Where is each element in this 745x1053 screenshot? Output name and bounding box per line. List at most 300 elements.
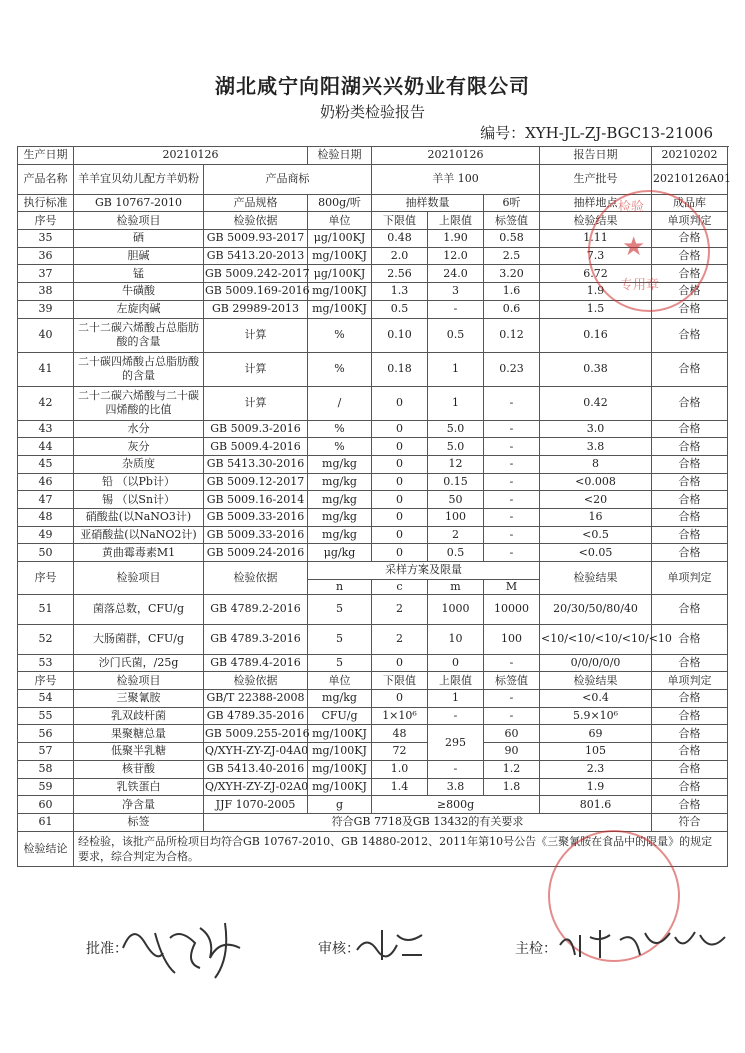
verdict-cell: 合格 — [652, 594, 728, 624]
table-cell: 0 — [372, 473, 428, 491]
table-cell: 硒 — [74, 230, 204, 248]
verdict-cell: 合格 — [652, 247, 728, 265]
verdict-cell: 合格 — [652, 318, 728, 352]
column-header: 下限值 — [372, 212, 428, 230]
verdict-cell: 合格 — [652, 455, 728, 473]
approve-label: 批准： — [86, 941, 128, 957]
batch-value: 20210126A01 — [652, 164, 728, 194]
table-cell: 39 — [18, 300, 74, 318]
table-cell: 左旋肉碱 — [74, 300, 204, 318]
table-cell: 10 — [428, 624, 484, 654]
report-date-value: 20210202 — [652, 147, 728, 165]
table-cell: 核苷酸 — [74, 760, 204, 778]
table-cell: 801.6 — [540, 796, 652, 814]
table-cell: 二十二碳六烯酸占总脂肪酸的含量 — [74, 318, 204, 352]
column-header: 单位 — [308, 212, 372, 230]
table-cell: 24.0 — [428, 265, 484, 283]
column-header: 序号 — [18, 562, 74, 595]
approver-signature — [115, 908, 265, 988]
column-header: 单项判定 — [652, 672, 728, 690]
verdict-cell: 合格 — [652, 624, 728, 654]
column-header: 检验项目 — [74, 562, 204, 595]
column-header: 检验结果 — [540, 212, 652, 230]
micro-header-row — [18, 562, 728, 580]
table-cell: 二十碳四烯酸占总脂肪酸的含量 — [74, 352, 204, 386]
verdict-cell: 合格 — [652, 420, 728, 438]
table-cell: mg/100KJ — [308, 247, 372, 265]
verdict-cell: 合格 — [652, 654, 728, 672]
column-header: 检验项目 — [74, 212, 204, 230]
verdict-cell: 合格 — [652, 690, 728, 708]
table-row — [18, 743, 728, 761]
table-row — [18, 778, 728, 796]
table-cell: GB 5009.33-2016 — [204, 526, 308, 544]
inspection-seal — [588, 190, 710, 312]
table-row — [18, 707, 728, 725]
table-cell: 锰 — [74, 265, 204, 283]
table-cell: g — [308, 796, 372, 814]
table-row — [18, 508, 728, 526]
verdict-cell: 合格 — [652, 283, 728, 301]
table-cell: GB 5413.40-2016 — [204, 760, 308, 778]
table-cell: mg/kg — [308, 491, 372, 509]
column-header: m — [428, 579, 484, 594]
table-cell: - — [428, 760, 484, 778]
column-header: 下限值 — [372, 672, 428, 690]
table-row — [18, 760, 728, 778]
table-cell: 46 — [18, 473, 74, 491]
table-row — [18, 796, 728, 814]
table-cell: 0 — [372, 491, 428, 509]
table-cell: GB 5009.169-2016 — [204, 283, 308, 301]
column-header: 检验依据 — [204, 672, 308, 690]
table-cell: 2 — [372, 624, 428, 654]
verdict-cell: 合格 — [652, 300, 728, 318]
review-label: 审核： — [318, 941, 360, 957]
verdict-cell: 符合 — [652, 813, 728, 831]
table-cell: 58 — [18, 760, 74, 778]
table-cell: 100 — [484, 624, 540, 654]
table-row — [18, 420, 728, 438]
table-cell: 38 — [18, 283, 74, 301]
table-cell: GB 4789.4-2016 — [204, 654, 308, 672]
table-cell: 0 — [372, 544, 428, 562]
table-cell: 低聚半乳糖 — [74, 743, 204, 761]
table-cell: - — [484, 455, 540, 473]
table-cell: GB 4789.35-2016 — [204, 707, 308, 725]
sample-place-label: 抽样地点 — [540, 194, 652, 212]
standard-label: 执行标准 — [18, 194, 74, 212]
column-header: 单项判定 — [652, 212, 728, 230]
table-cell: 0.23 — [484, 352, 540, 386]
table-cell: 0.5 — [372, 300, 428, 318]
table-cell: CFU/g — [308, 707, 372, 725]
table-cell: % — [308, 438, 372, 456]
verdict-cell: 合格 — [652, 743, 728, 761]
table-cell: 90 — [484, 743, 540, 761]
verdict-cell: 合格 — [652, 760, 728, 778]
column-header: 序号 — [18, 672, 74, 690]
table-cell: 5 — [308, 654, 372, 672]
table-cell: 0 — [428, 654, 484, 672]
table-cell: 100 — [428, 508, 484, 526]
table-cell: 3 — [428, 283, 484, 301]
column-header: M — [484, 579, 540, 594]
table-cell: GB 5009.242-2017 — [204, 265, 308, 283]
sample-qty-value: 6听 — [484, 194, 540, 212]
table-cell: 52 — [18, 624, 74, 654]
company-name: 湖北咸宁向阳湖兴兴奶业有限公司 — [215, 74, 530, 98]
verdict-cell: 合格 — [652, 352, 728, 386]
table-cell: 41 — [18, 352, 74, 386]
column-header: 上限值 — [428, 672, 484, 690]
table-cell: GB 5009.12-2017 — [204, 473, 308, 491]
inspection-date-label: 检验日期 — [308, 147, 372, 165]
table-cell: 黄曲霉毒素M1 — [74, 544, 204, 562]
table-cell: 果聚糖总量 — [74, 725, 204, 743]
column-header: 标签值 — [484, 672, 540, 690]
table-cell: 1.2 — [484, 760, 540, 778]
table-cell: 6.72 — [540, 265, 652, 283]
table-cell: 3.20 — [484, 265, 540, 283]
verdict-cell: 合格 — [652, 230, 728, 248]
table-cell: mg/kg — [308, 690, 372, 708]
table-cell: 57 — [18, 743, 74, 761]
table-cell: mg/100KJ — [308, 725, 372, 743]
table-cell: 47 — [18, 491, 74, 509]
table-row — [18, 352, 728, 386]
table-cell: 计算 — [204, 352, 308, 386]
table-cell: 59 — [18, 778, 74, 796]
table-cell: 0.12 — [484, 318, 540, 352]
table-cell: 10000 — [484, 594, 540, 624]
table-cell: mg/100KJ — [308, 760, 372, 778]
conclusion-label: 检验结论 — [18, 831, 74, 866]
table-row — [18, 654, 728, 672]
table-cell: 0.5 — [428, 544, 484, 562]
table-cell: 8 — [540, 455, 652, 473]
table-cell: 乳双歧杆菌 — [74, 707, 204, 725]
column-header: 检验依据 — [204, 562, 308, 595]
table-cell: <0.5 — [540, 526, 652, 544]
table-cell: 36 — [18, 247, 74, 265]
verdict-cell: 合格 — [652, 796, 728, 814]
report-number: 编号：XYH-JL-ZJ-BGC13-21006 — [480, 124, 713, 142]
table-cell: % — [308, 420, 372, 438]
seal-label: 检验 — [618, 200, 645, 215]
table-cell: 43 — [18, 420, 74, 438]
table-cell: 二十二碳六烯酸与二十碳四烯酸的比值 — [74, 386, 204, 420]
table-cell: 5.0 — [428, 420, 484, 438]
table-cell: 0.48 — [372, 230, 428, 248]
column-header: 检验结果 — [540, 672, 652, 690]
table-cell: 50 — [18, 544, 74, 562]
table-cell: 菌落总数，CFU/g — [74, 594, 204, 624]
table-row — [18, 594, 728, 624]
table-row — [18, 473, 728, 491]
verdict-cell: 合格 — [652, 508, 728, 526]
table-cell: 0.5 — [428, 318, 484, 352]
table-cell: 0/0/0/0/0 — [540, 654, 652, 672]
table-cell: 3.0 — [540, 420, 652, 438]
table-cell: 1 — [428, 690, 484, 708]
table-cell: 净含量 — [74, 796, 204, 814]
table-cell: 0.10 — [372, 318, 428, 352]
table-cell: - — [484, 654, 540, 672]
table-cell: 51 — [18, 594, 74, 624]
table-cell: mg/kg — [308, 455, 372, 473]
table-cell: 72 — [372, 743, 428, 761]
table-cell: 锡 （以Sn计） — [74, 491, 204, 509]
table-cell: 49 — [18, 526, 74, 544]
table-cell: - — [484, 526, 540, 544]
table-cell: 0.58 — [484, 230, 540, 248]
table-cell: 12.0 — [428, 247, 484, 265]
table-cell: 牛磺酸 — [74, 283, 204, 301]
table-cell: - — [484, 544, 540, 562]
table-cell: 50 — [428, 491, 484, 509]
table-cell: GB 5413.20-2013 — [204, 247, 308, 265]
table-cell: 42 — [18, 386, 74, 420]
table-cell: <0.4 — [540, 690, 652, 708]
table-row — [18, 813, 728, 831]
table-cell: 0 — [372, 438, 428, 456]
table-cell: - — [484, 707, 540, 725]
table-cell: 胆碱 — [74, 247, 204, 265]
production-date-label: 生产日期 — [18, 147, 74, 165]
table-cell: Q/XYH-ZY-ZJ-04A0 — [204, 743, 308, 761]
table-cell: 标签 — [74, 813, 204, 831]
column-header: n — [308, 579, 372, 594]
table-cell: 2.3 — [540, 760, 652, 778]
table-cell: 2.0 — [372, 247, 428, 265]
table-cell: 2.5 — [484, 247, 540, 265]
table-cell: mg/100KJ — [308, 778, 372, 796]
table-cell: 45 — [18, 455, 74, 473]
column-header: c — [372, 579, 428, 594]
table-cell: GB 29989-2013 — [204, 300, 308, 318]
table-cell: 35 — [18, 230, 74, 248]
table-cell: 5 — [308, 594, 372, 624]
table-cell: 61 — [18, 813, 74, 831]
table-cell: 1.9 — [540, 283, 652, 301]
table-cell: 48 — [372, 725, 428, 743]
column-header: 单项判定 — [652, 562, 728, 595]
verdict-cell: 合格 — [652, 526, 728, 544]
verdict-cell: 合格 — [652, 473, 728, 491]
verdict-cell: 合格 — [652, 386, 728, 420]
table-cell: 56 — [18, 725, 74, 743]
table-cell: 1000 — [428, 594, 484, 624]
table-cell: mg/100KJ — [308, 283, 372, 301]
sample-qty-label: 抽样数量 — [372, 194, 484, 212]
column-header: 上限值 — [428, 212, 484, 230]
column-header: 序号 — [18, 212, 74, 230]
table-cell: 水分 — [74, 420, 204, 438]
spec-value: 800g/听 — [308, 194, 372, 212]
company-seal — [548, 830, 680, 962]
table-cell: 12 — [428, 455, 484, 473]
table-row — [18, 690, 728, 708]
table-cell: 1.6 — [484, 283, 540, 301]
table-cell: 计算 — [204, 386, 308, 420]
seal-text: 专用章 — [620, 278, 660, 293]
product-name-value: 羊羊宜贝幼儿配方羊奶粉 — [74, 164, 204, 194]
table-cell: % — [308, 318, 372, 352]
table-cell: 16 — [540, 508, 652, 526]
table-row — [18, 725, 728, 743]
meta-row-1 — [18, 147, 728, 165]
table-cell: 0.15 — [428, 473, 484, 491]
verdict-cell: 合格 — [652, 265, 728, 283]
table-row — [18, 438, 728, 456]
table-cell: μg/kg — [308, 544, 372, 562]
table-cell: 2 — [372, 594, 428, 624]
table-cell: GB 5009.255-2016 — [204, 725, 308, 743]
table-cell: - — [484, 473, 540, 491]
table-cell: 5.9×10⁶ — [540, 707, 652, 725]
table-row — [18, 386, 728, 420]
verdict-cell: 合格 — [652, 491, 728, 509]
table-cell: 大肠菌群，CFU/g — [74, 624, 204, 654]
table-cell: 0.18 — [372, 352, 428, 386]
table-cell: GB 5009.33-2016 — [204, 508, 308, 526]
table-cell: mg/kg — [308, 473, 372, 491]
verdict-cell: 合格 — [652, 778, 728, 796]
sample-place-value: 成品库 — [652, 194, 728, 212]
table-cell: 0.42 — [540, 386, 652, 420]
table-cell: 5.0 — [428, 438, 484, 456]
table-cell: 沙门氏菌，/25g — [74, 654, 204, 672]
table-cell: 0.6 — [484, 300, 540, 318]
report-title: 奶粉类检验报告 — [319, 103, 425, 121]
table-cell: <0.008 — [540, 473, 652, 491]
column-header: 检验项目 — [74, 672, 204, 690]
table-cell: 亚硝酸盐(以NaNO2计) — [74, 526, 204, 544]
table-cell: μg/100KJ — [308, 265, 372, 283]
table-cell: 0 — [372, 420, 428, 438]
conclusion-text: 经检验，该批产品所检项目均符合GB 10767-2010、GB 14880-2012、2011年第10号公告《三聚氰胺在食品中的限量》的规定要求，综合判定为合格。 — [74, 831, 728, 866]
table-row — [18, 526, 728, 544]
table-cell: 铅 （以Pb计） — [74, 473, 204, 491]
verdict-cell: 合格 — [652, 438, 728, 456]
batch-label: 生产批号 — [540, 164, 652, 194]
trademark-value: 羊羊 100 — [372, 164, 540, 194]
table-cell: 1.3 — [372, 283, 428, 301]
table-cell: 0 — [372, 508, 428, 526]
table-cell: GB 5009.4-2016 — [204, 438, 308, 456]
table-cell: 三聚氰胺 — [74, 690, 204, 708]
table-cell: 0 — [372, 386, 428, 420]
table-cell: Q/XYH-ZY-ZJ-02A0 — [204, 778, 308, 796]
table-cell: 20/30/50/80/40 — [540, 594, 652, 624]
table-cell: mg/100KJ — [308, 300, 372, 318]
verdict-cell: 合格 — [652, 707, 728, 725]
table-cell: 0 — [372, 690, 428, 708]
table-cell: 7.3 — [540, 247, 652, 265]
column-header: 标签值 — [484, 212, 540, 230]
table-cell: GB 4789.2-2016 — [204, 594, 308, 624]
table-cell: - — [484, 491, 540, 509]
table-cell: - — [484, 420, 540, 438]
test-label: 主检： — [515, 941, 557, 957]
table-cell: <20 — [540, 491, 652, 509]
table-cell: 杂质度 — [74, 455, 204, 473]
table-cell: 3.8 — [428, 778, 484, 796]
inspection-date-value: 20210126 — [372, 147, 540, 165]
table-cell: 0 — [372, 654, 428, 672]
table-cell: 1.4 — [372, 778, 428, 796]
table-cell: 1.9 — [540, 778, 652, 796]
table-cell: JJF 1070-2005 — [204, 796, 308, 814]
verdict-cell: 合格 — [652, 544, 728, 562]
table-cell: 1.5 — [540, 300, 652, 318]
table-cell: ≥800g — [372, 796, 540, 814]
meta-row-2 — [18, 164, 728, 194]
table-cell: <10/<10/<10/<10/<10 — [540, 624, 652, 654]
trademark-label: 产品商标 — [204, 164, 372, 194]
table-cell: 60 — [18, 796, 74, 814]
table-cell: 3.8 — [540, 438, 652, 456]
table-cell: GB 5009.3-2016 — [204, 420, 308, 438]
table-cell: mg/kg — [308, 508, 372, 526]
table-cell: GB 4789.3-2016 — [204, 624, 308, 654]
merged-upper-limit: 295 — [428, 725, 484, 760]
column-header: 检验结果 — [540, 562, 652, 595]
table-cell: μg/100KJ — [308, 230, 372, 248]
table-row — [18, 318, 728, 352]
table-cell: 0 — [372, 526, 428, 544]
report-date-label: 报告日期 — [540, 147, 652, 165]
standard-value: GB 10767-2010 — [74, 194, 204, 212]
product-name-label: 产品名称 — [18, 164, 74, 194]
table-row — [18, 455, 728, 473]
table-cell: GB 5413.30-2016 — [204, 455, 308, 473]
table-cell: mg/kg — [308, 526, 372, 544]
table-cell: 37 — [18, 265, 74, 283]
table-row — [18, 544, 728, 562]
column-header: 单位 — [308, 672, 372, 690]
table-cell: 2 — [428, 526, 484, 544]
table-cell: - — [484, 438, 540, 456]
table-cell: GB/T 22388-2008 — [204, 690, 308, 708]
table-cell: 1×10⁶ — [372, 707, 428, 725]
column-header: 采样方案及限量 — [308, 562, 540, 580]
table-row — [18, 624, 728, 654]
table-cell: % — [308, 352, 372, 386]
reviewer-signature — [352, 925, 432, 965]
table-cell: GB 5009.93-2017 — [204, 230, 308, 248]
table-cell: mg/100KJ — [308, 743, 372, 761]
table-cell: 44 — [18, 438, 74, 456]
table-cell: GB 5009.24-2016 — [204, 544, 308, 562]
verdict-cell: 合格 — [652, 725, 728, 743]
production-date-value: 20210126 — [74, 147, 308, 165]
table-cell: 1 — [428, 352, 484, 386]
table-cell: <0.05 — [540, 544, 652, 562]
column-header: 检验依据 — [204, 212, 308, 230]
table-cell: / — [308, 386, 372, 420]
table-cell: - — [484, 508, 540, 526]
table-cell: 计算 — [204, 318, 308, 352]
table-cell: - — [484, 690, 540, 708]
table-cell: 灰分 — [74, 438, 204, 456]
table-row — [18, 491, 728, 509]
table-cell: - — [428, 300, 484, 318]
column-header-row — [18, 672, 728, 690]
table-cell: 40 — [18, 318, 74, 352]
table-cell: 1.0 — [372, 760, 428, 778]
